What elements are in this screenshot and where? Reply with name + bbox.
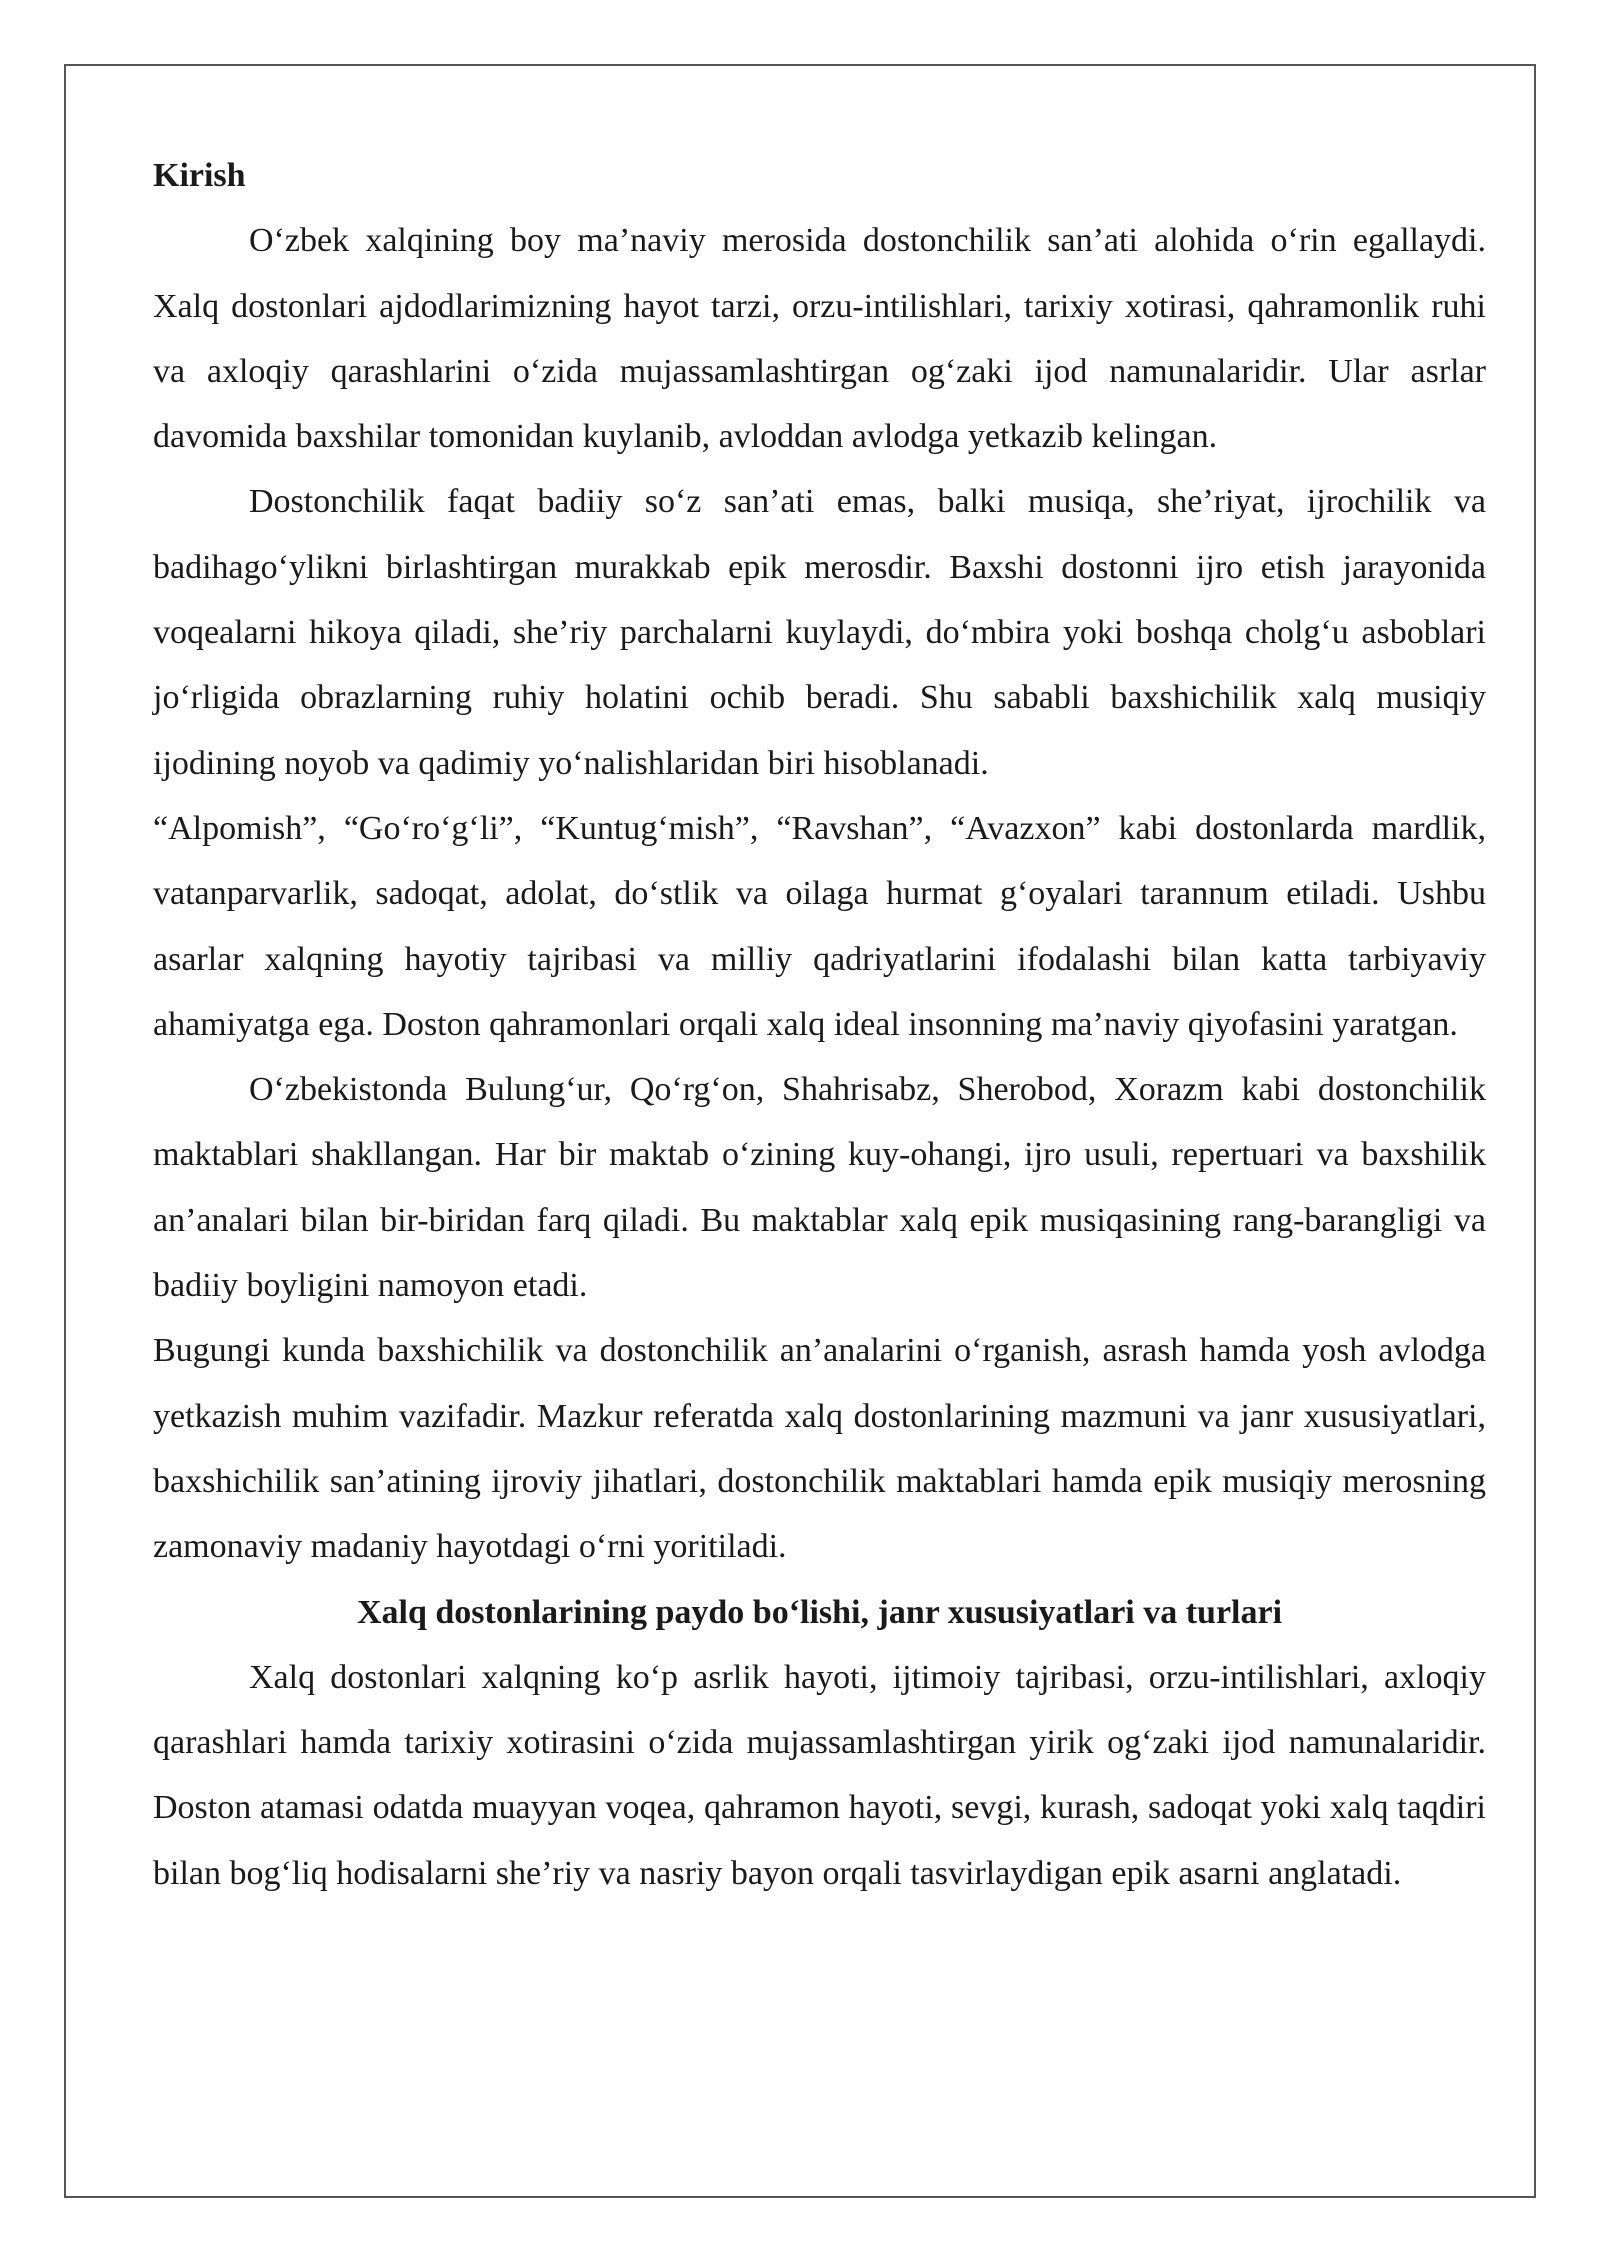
section-paragraph-1: Xalq dostonlari xalqning ko‘p asrlik hayoti, ijtimoiy tajribasi, orzu-intilishlari, axloqiy qarashlari hamda tarixiy xotirasini o‘zida mujassamlashtirgan yirik og‘zaki ijod namunalaridir. Doston atamasi odatda muayyan voqea, qahramon hayoti, sevgi, kurash, sadoqat yoki xalq taqdiri bilan bog‘liq hodisalarni she’riy va nasriy bayon orqali tasvirlaydigan epik asarni anglatadi. xyxy=(153,1658,1486,1892)
intro-heading: Kirish xyxy=(153,157,246,194)
intro-paragraph-1: O‘zbek xalqining boy ma’naviy merosida dostonchilik san’ati alohida o‘rin egallaydi. Xalq dostonlari ajdodlarimizning hayot tarzi, orzu-intilishlari, tarixiy xotirasi, qahramonlik ruhi va axloqiy qarashlarini o‘zida mujassamlashtirgan og‘zaki ijod namunalaridir. Ular asrlar davomida baxshilar tomonidan kuylanib, avloddan avlodga yetkazib kelingan. xyxy=(153,222,1486,456)
intro-paragraph-5: Bugungi kunda baxshichilik va dostonchilik an’analarini o‘rganish, asrash hamda yosh avlodga yetkazish muhim vazifadir. Mazkur referatda xalq dostonlarining mazmuni va janr xususiyatlari, baxshichilik san’atining ijroviy jihatlari, dostonchilik maktablari hamda epik musiqiy merosning zamonaviy madaniy hayotdagi o‘rni yoritiladi. xyxy=(153,1332,1486,1566)
section-heading: Xalq dostonlarining paydo bo‘lishi, janr xususiyatlari va turlari xyxy=(356,1593,1283,1631)
intro-paragraph-3: “Alpomish”, “Go‘ro‘g‘li”, “Kuntug‘mish”, “Ravshan”, “Avazxon” kabi dostonlarda mardlik, vatanparvarlik, sadoqat, adolat, do‘stlik va oilaga hurmat g‘oyalari tarannum etiladi. Ushbu asarlar xalqning hayotiy tajribasi va milliy qadriyatlarini ifodalashi bilan katta tarbiyaviy ahamiyatga ega. Doston qahramonlari orqali xalq ideal insonning ma’naviy qiyofasini yaratgan. xyxy=(153,809,1486,1043)
intro-paragraph-4: O‘zbekistonda Bulung‘ur, Qo‘rg‘on, Shahrisabz, Sherobod, Xorazm kabi dostonchilik maktablari shakllangan. Har bir maktab o‘zining kuy-ohangi, ijro usuli, repertuari va baxshilik an’analari bilan bir-biridan farq qiladi. Bu maktablar xalq epik musiqasining rang-barangligi va badiiy boyligini namoyon etadi. xyxy=(153,1071,1486,1305)
intro-paragraph-2: Dostonchilik faqat badiiy so‘z san’ati emas, balki musiqa, she’riyat, ijrochilik va badihago‘ylikni birlashtirgan murakkab epik merosdir. Baxshi dostonni ijro etish jarayonida voqealarni hikoya qiladi, she’riy parchalarni kuylaydi, do‘mbira yoki boshqa cholg‘u asboblari jo‘rligida obrazlarning ruhiy holatini ochib beradi. Shu sababli baxshichilik xalq musiqiy ijodining noyob va qadimiy yo‘nalishlaridan biri hisoblanadi. xyxy=(153,483,1486,782)
document-body xyxy=(153,143,1486,1906)
